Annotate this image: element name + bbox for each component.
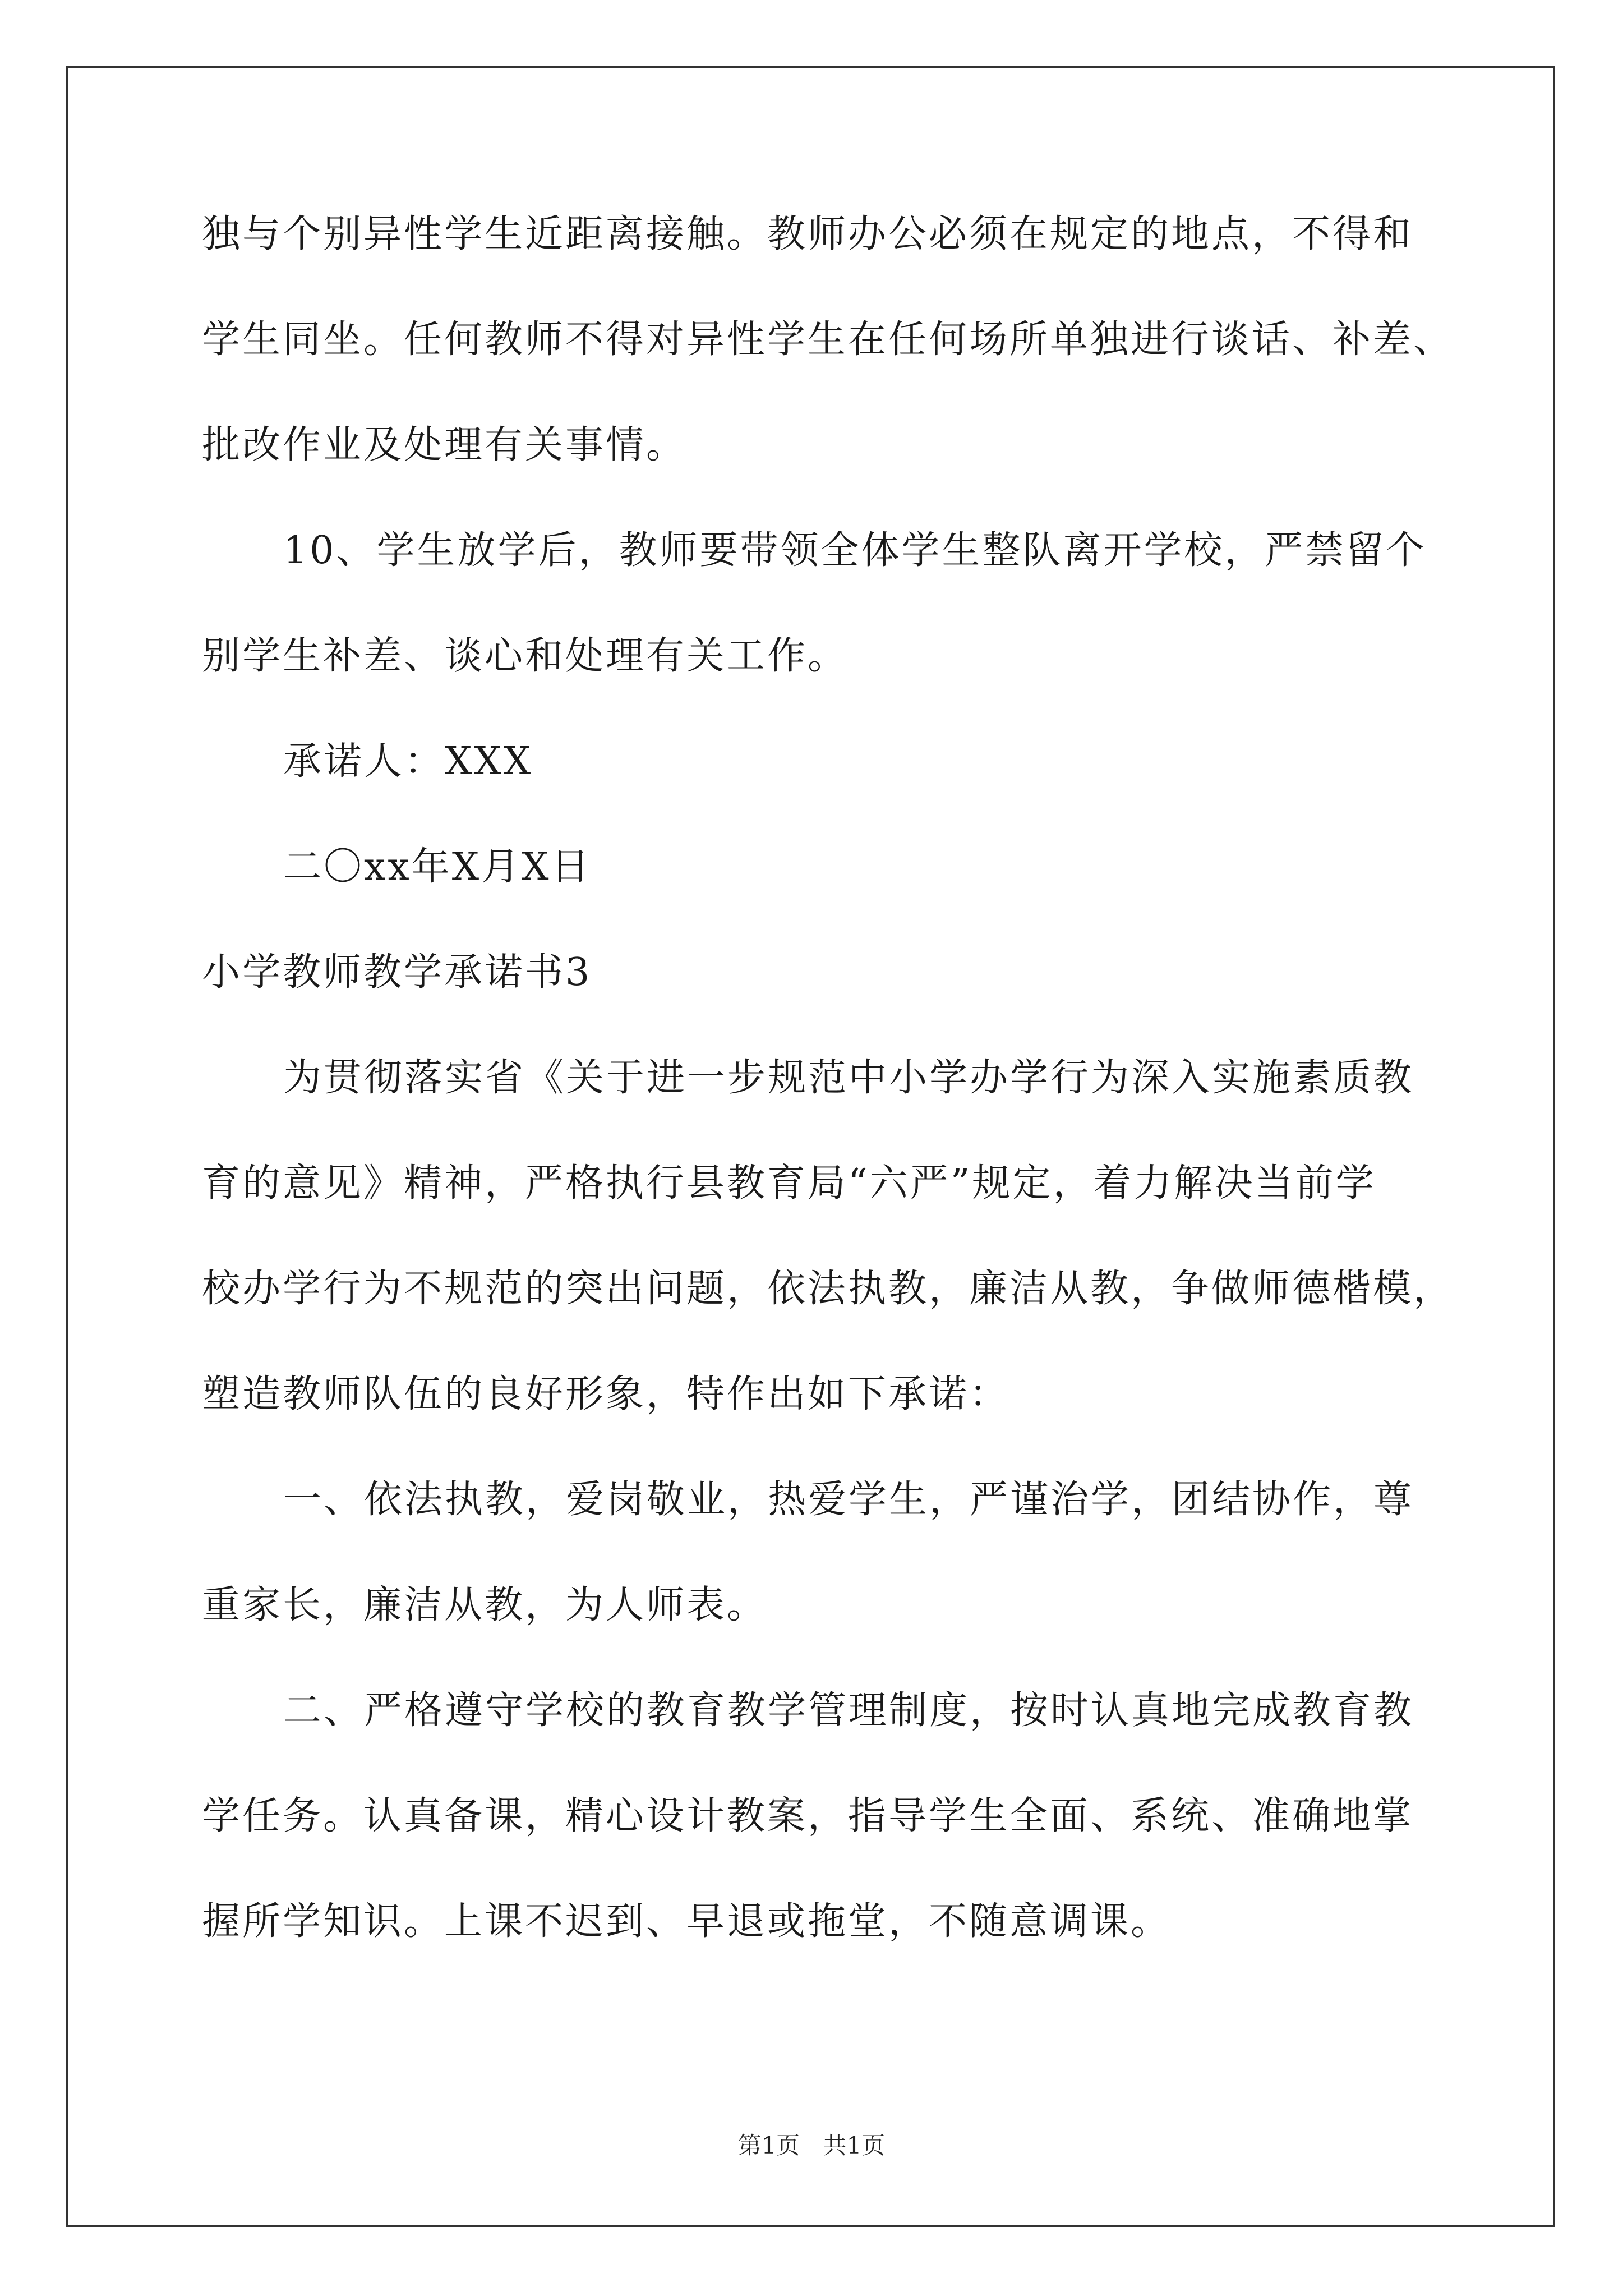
paragraph-line: 批改作业及处理有关事情。 [202, 423, 687, 467]
paragraph-line: 学任务。认真备课，精心设计教案，指导学生全面、系统、准确地掌 [202, 1794, 1414, 1838]
paragraph-line: 塑造教师队伍的良好形象，特作出如下承诺： [202, 1372, 1010, 1416]
paragraph-line: 校办学行为不规范的突出问题，依法执教，廉洁从教，争做师德楷模， [202, 1267, 1454, 1311]
paragraph-line: 10、学生放学后，教师要带领全体学生整队离开学校，严禁留个 [283, 528, 1427, 573]
section-title: 小学教师教学承诺书3 [202, 950, 592, 995]
signatory-line: 承诺人：XXX [283, 739, 533, 784]
paragraph-line: 别学生补差、谈心和处理有关工作。 [202, 634, 849, 678]
page-number: 第1页 [737, 2132, 800, 2159]
paragraph-line: 二、严格遵守学校的教育教学管理制度，按时认真地完成教育教 [283, 1688, 1414, 1733]
page-footer [0, 2132, 1623, 2160]
paragraph-line: 为贯彻落实省《关于进一步规范中小学办学行为深入实施素质教 [283, 1056, 1414, 1100]
page-total: 共1页 [823, 2132, 886, 2159]
date-line: 二〇xx年X月X日 [283, 845, 592, 889]
paragraph-line: 重家长，廉洁从教，为人师表。 [202, 1583, 768, 1627]
paragraph-line: 学生同坐。任何教师不得对异性学生在任何场所单独进行谈话、补差、 [202, 318, 1454, 362]
paragraph-line: 独与个别异性学生近距离接触。教师办公必须在规定的地点，不得和 [202, 212, 1414, 256]
paragraph-line: 一、依法执教，爱岗敬业，热爱学生，严谨治学，团结协作，尊 [283, 1478, 1414, 1522]
paragraph-line: 育的意见》精神，严格执行县教育局“六严”规定，着力解决当前学 [202, 1161, 1376, 1205]
paragraph-line: 握所学知识。上课不迟到、早退或拖堂，不随意调课。 [202, 1899, 1172, 1944]
